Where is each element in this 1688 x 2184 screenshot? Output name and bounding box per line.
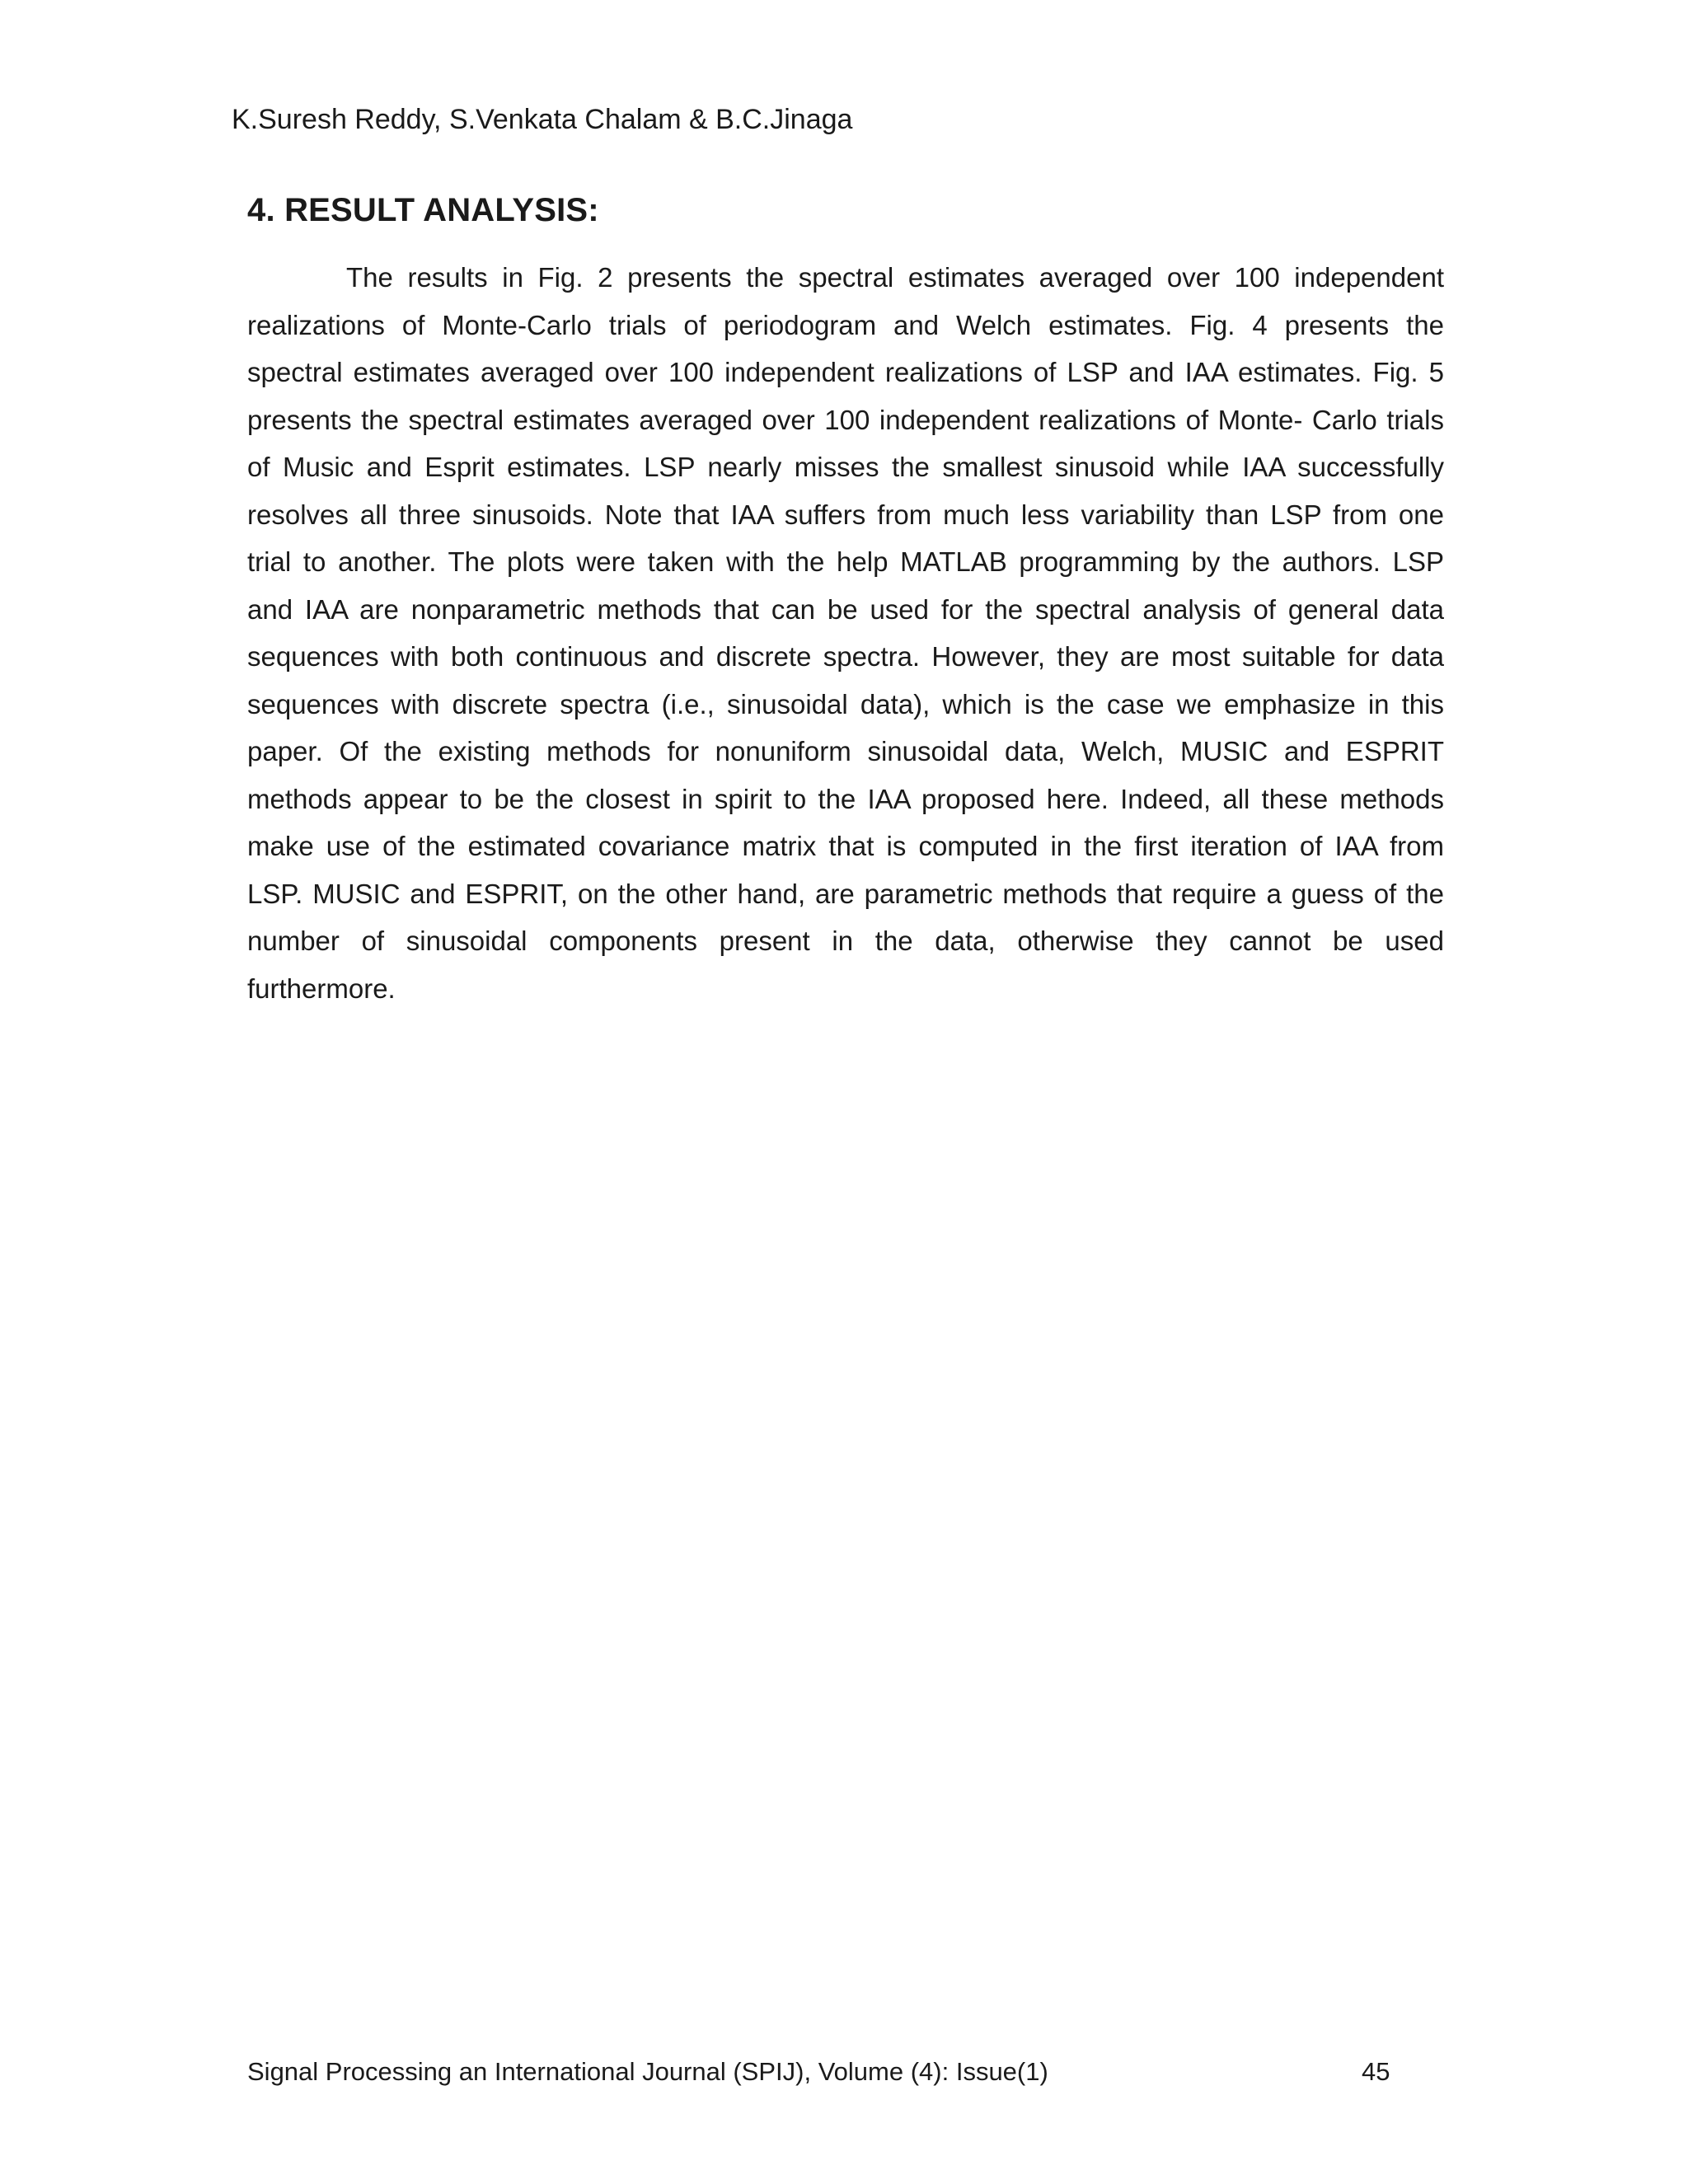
paragraph-line: and IAA are nonparametric methods that can be used for the spectral analysis of general data <box>247 593 1444 625</box>
paragraph-line: resolves all three sinusoids. Note that IAA suffers from much less variability than LSP from one <box>247 499 1444 530</box>
paragraph-line: presents the spectral estimates averaged over 100 independent realizations of Monte- Carlo trials <box>247 404 1444 435</box>
paragraph-line: methods appear to be the closest in spirit to the IAA proposed here. Indeed, all these methods <box>247 783 1444 814</box>
running-header-authors: K.Suresh Reddy, S.Venkata Chalam & B.C.Jinaga <box>232 104 853 135</box>
paragraph-line: spectral estimates averaged over 100 independent realizations of LSP and IAA estimates. Fig. 5 <box>247 357 1444 387</box>
paragraph-line: sequences with discrete spectra (i.e., sinusoidal data), which is the case we emphasize in this <box>247 688 1444 719</box>
section-body-paragraph <box>247 254 1444 1012</box>
paragraph-line: The results in Fig. 2 presents the spectral estimates averaged over 100 independent <box>346 262 1444 293</box>
paragraph-line: realizations of Monte-Carlo trials of periodogram and Welch estimates. Fig. 4 presents the <box>247 309 1444 340</box>
footer-page-number: 45 <box>1362 2057 1390 2086</box>
paragraph-line: sequences with both continuous and discrete spectra. However, they are most suitable for data <box>247 641 1444 672</box>
footer-journal-citation: Signal Processing an International Journal (SPIJ), Volume (4): Issue(1) <box>247 2057 1048 2086</box>
paragraph-line: make use of the estimated covariance matrix that is computed in the first iteration of IAA from <box>247 831 1444 861</box>
section-heading: 4. RESULT ANALYSIS: <box>247 192 599 228</box>
paragraph-line-last: furthermore. <box>247 972 396 1004</box>
paragraph-line: LSP. MUSIC and ESPRIT, on the other hand, are parametric methods that require a guess of the <box>247 878 1444 909</box>
paragraph-line: trial to another. The plots were taken with the help MATLAB programming by the authors. LSP <box>247 546 1444 577</box>
paragraph-line: paper. Of the existing methods for nonuniform sinusoidal data, Welch, MUSIC and ESPRIT <box>247 736 1444 766</box>
paragraph-line: number of sinusoidal components present in the data, otherwise they cannot be used <box>247 926 1444 956</box>
paragraph-line: of Music and Esprit estimates. LSP nearly misses the smallest sinusoid while IAA successfully <box>247 452 1444 482</box>
